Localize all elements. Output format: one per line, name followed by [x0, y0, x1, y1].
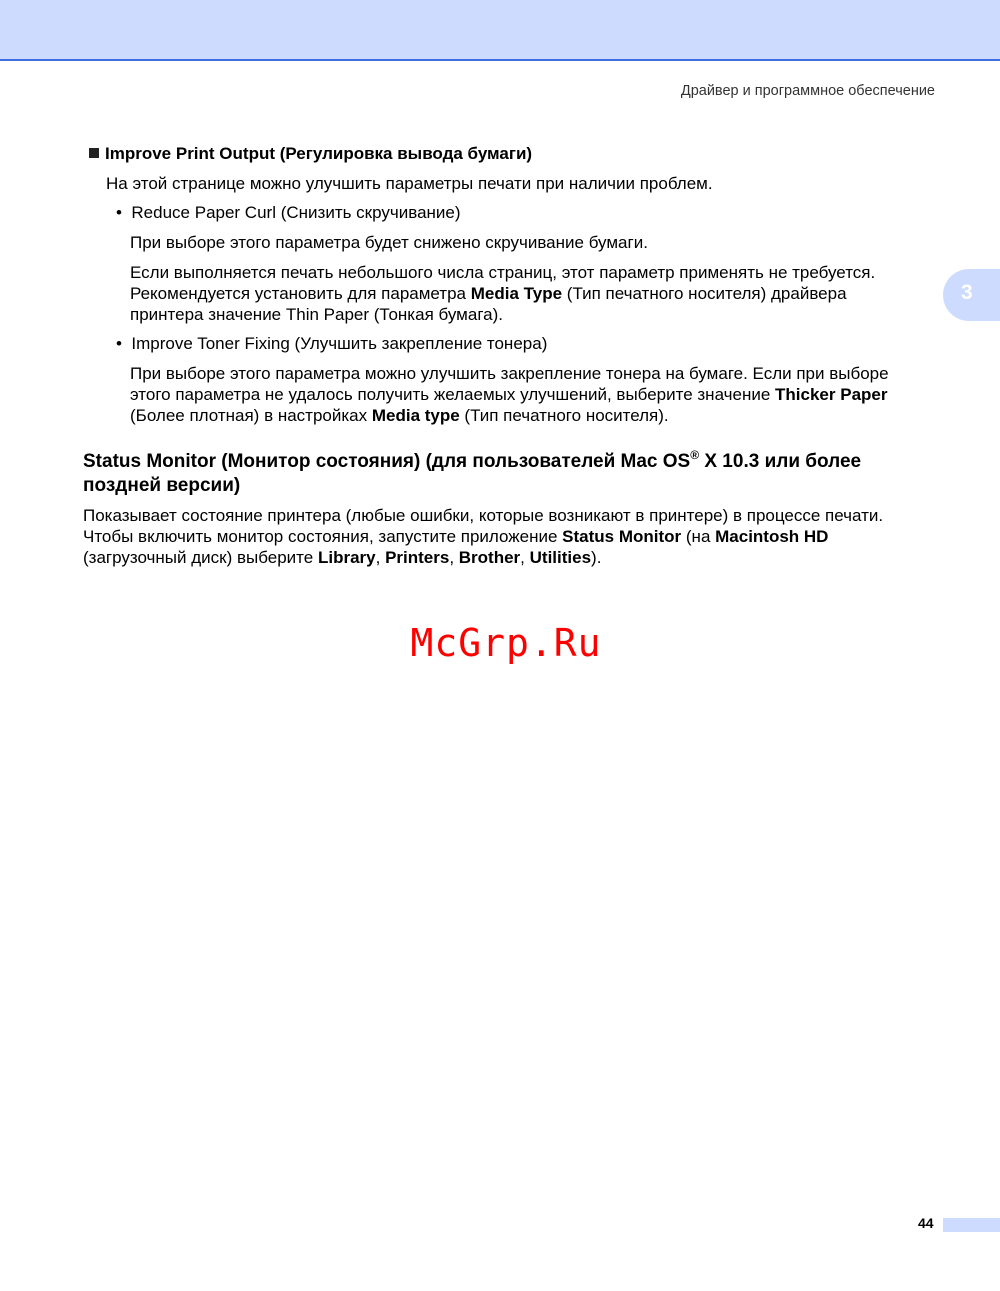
paragraph-line: принтера значение Thin Paper (Тонкая бумага).: [130, 305, 503, 324]
running-header: Драйвер и программное обеспечение: [680, 83, 935, 99]
paragraph-line: Показывает состояние принтера (любые ошибки, которые возникают в принтере) в процессе печати.: [83, 506, 884, 525]
section-title-status-monitor: Status Monitor (Монитор состояния) (для пользователей Mac OS® X 10.3 или более: [83, 448, 862, 472]
chapter-tab: [943, 269, 1000, 321]
section-title-improve-print: Improve Print Output (Регулировка вывода бумаги): [89, 143, 532, 164]
paragraph: При выборе этого параметра будет снижено скручивание бумаги.: [130, 233, 648, 252]
list-item-improve-toner-fixing: • Improve Toner Fixing (Улучшить закрепление тонера): [116, 334, 548, 353]
square-bullet-icon: [89, 148, 99, 158]
paragraph-line: (загрузочный диск) выберите Library, Printers, Brother, Utilities).: [83, 548, 602, 567]
chapter-number: 3: [961, 281, 973, 304]
section-title-status-monitor-line2: поздней версии): [83, 475, 241, 496]
paragraph-line: При выборе этого параметра можно улучшить закрепление тонера на бумаге. Если при выборе: [130, 364, 889, 383]
paragraph-line: Рекомендуется установить для параметра Media Type (Тип печатного носителя) драйвера: [130, 284, 847, 303]
paragraph-line: (Более плотная) в настройках Media type (Тип печатного носителя).: [130, 406, 669, 425]
bullet-icon: •: [116, 203, 122, 222]
bullet-icon: •: [116, 334, 122, 353]
page-number: 44: [918, 1215, 934, 1231]
paragraph-line: Чтобы включить монитор состояния, запустите приложение Status Monitor (на Macintosh HD: [83, 527, 829, 546]
paragraph-line: Если выполняется печать небольшого числа страниц, этот параметр применять не требуется.: [130, 263, 876, 282]
watermark: McGrp.Ru: [410, 621, 602, 665]
paragraph-line: этого параметра не удалось получить желаемых улучшений, выберите значение Thicker Paper: [130, 385, 888, 404]
section-intro: На этой странице можно улучшить параметры печати при наличии проблем.: [106, 174, 713, 193]
footer-bar: [943, 1218, 1000, 1232]
list-item-reduce-paper-curl: • Reduce Paper Curl (Снизить скручивание): [116, 203, 461, 222]
header-band: [0, 0, 1000, 61]
